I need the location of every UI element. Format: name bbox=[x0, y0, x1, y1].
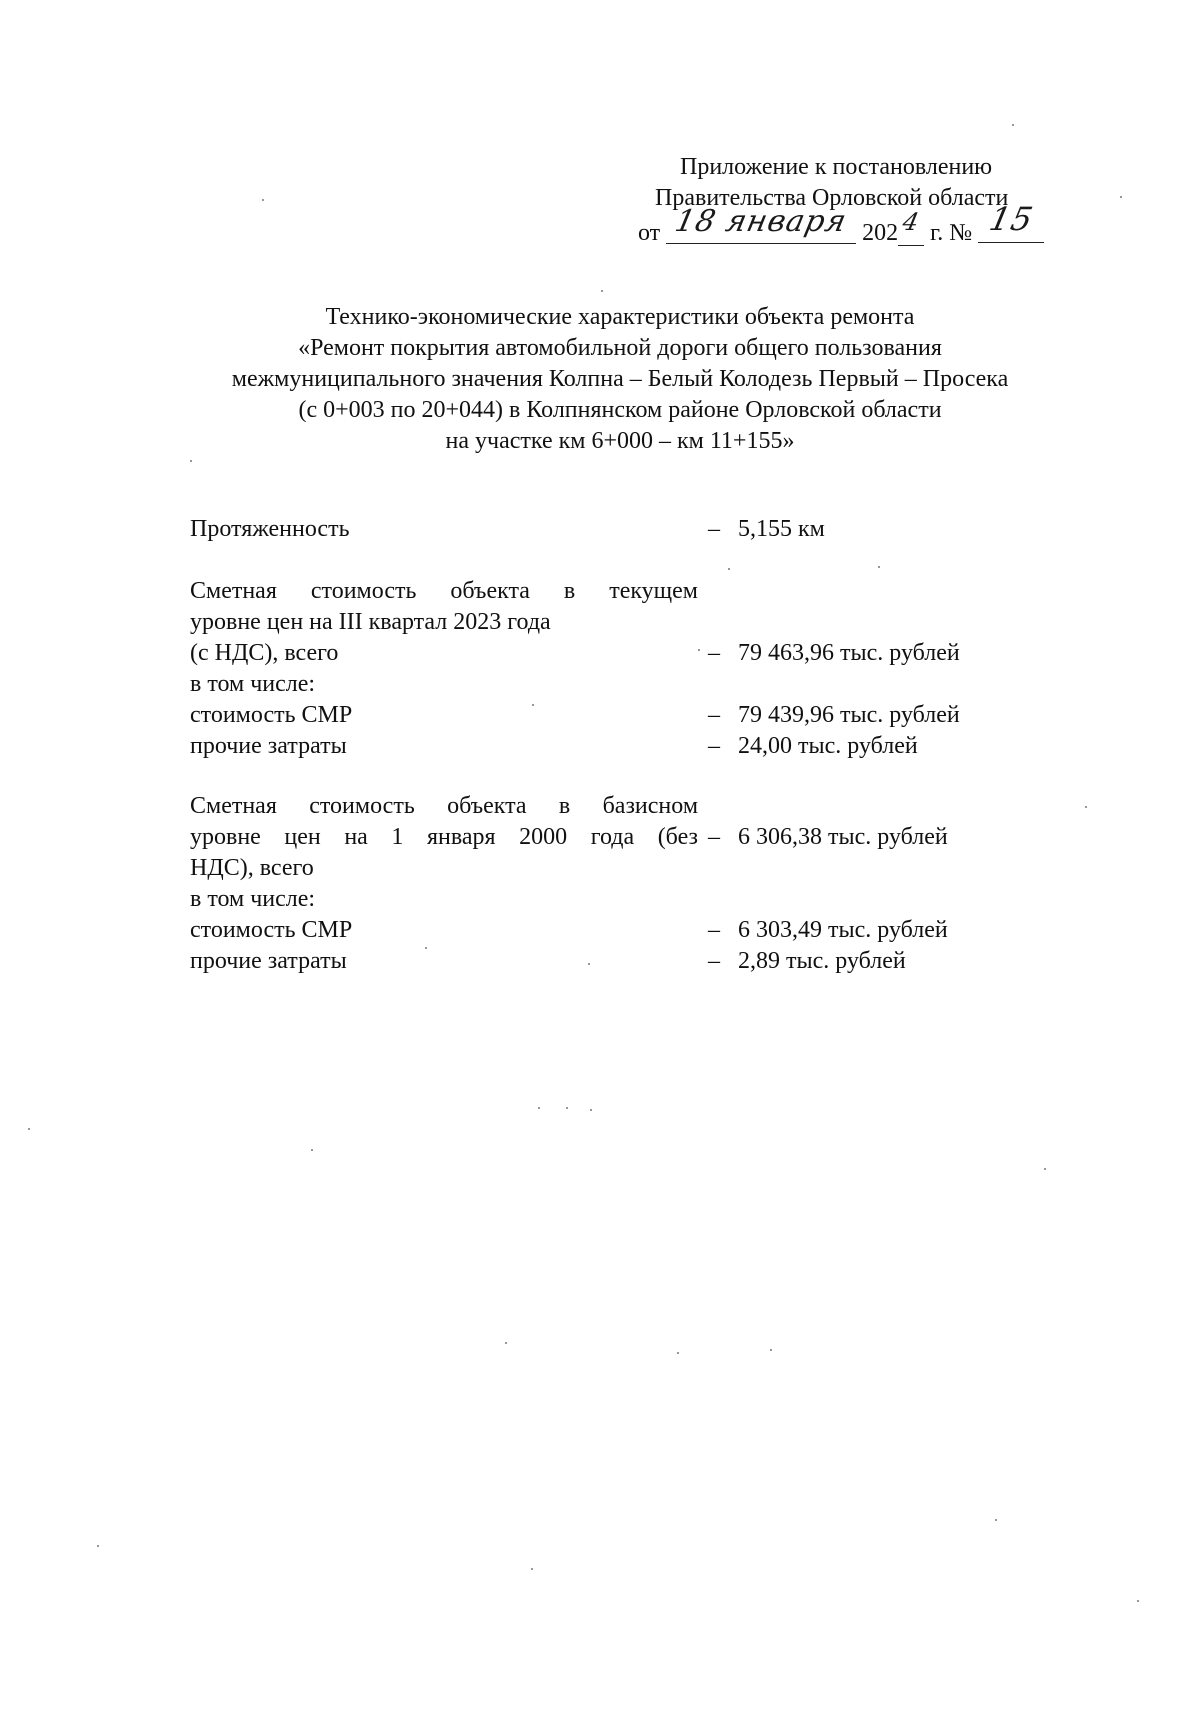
base-cost-label-2: уровне цен на 1 января 2000 года (без bbox=[190, 824, 698, 850]
scan-speck bbox=[1012, 124, 1014, 126]
appendix-header bbox=[630, 152, 1070, 249]
scan-speck bbox=[995, 1519, 997, 1521]
title-line: Технико-экономические характеристики объекта ремонта bbox=[325, 304, 915, 330]
handwritten-date: 18 января bbox=[672, 204, 851, 239]
title-line: на участке км 6+000 – км 11+155» bbox=[445, 428, 795, 454]
appendix-line-1: Приложение к постановлению bbox=[680, 154, 993, 180]
base-cost-total: 6 306,38 тыс. рублей bbox=[738, 824, 948, 850]
dash: – bbox=[708, 824, 720, 850]
current-smr-value: 79 439,96 тыс. рублей bbox=[738, 702, 960, 728]
length-row bbox=[190, 514, 1050, 545]
scan-speck bbox=[1085, 806, 1087, 808]
current-cost-label-1: Сметная стоимость объекта в текущем bbox=[190, 578, 698, 604]
length-label: Протяженность bbox=[190, 516, 350, 542]
dash: – bbox=[708, 516, 720, 542]
dash: – bbox=[708, 640, 720, 666]
dash: – bbox=[708, 917, 720, 943]
base-including-label: в том числе: bbox=[190, 886, 316, 912]
date-prefix: от bbox=[638, 220, 661, 246]
date-field bbox=[666, 204, 856, 244]
base-cost-label-1: Сметная стоимость объекта в базисном bbox=[190, 793, 698, 819]
scan-speck bbox=[590, 1109, 592, 1111]
base-smr-value: 6 303,49 тыс. рублей bbox=[738, 917, 948, 943]
current-cost-label-row-1 bbox=[190, 576, 1050, 607]
scan-speck bbox=[505, 1342, 507, 1344]
scan-speck bbox=[601, 290, 603, 292]
base-including-row bbox=[190, 884, 1050, 915]
current-smr-label: стоимость СМР bbox=[190, 702, 353, 728]
scan-speck bbox=[677, 1352, 679, 1354]
scan-speck bbox=[1044, 1168, 1046, 1170]
base-smr-row bbox=[190, 915, 1050, 946]
characteristics-list bbox=[190, 514, 1050, 977]
scan-speck bbox=[311, 1149, 313, 1151]
base-other-label: прочие затраты bbox=[190, 948, 347, 974]
current-including-label: в том числе: bbox=[190, 671, 316, 697]
scan-speck bbox=[878, 566, 880, 568]
scan-speck bbox=[531, 1568, 533, 1570]
scan-speck bbox=[532, 704, 534, 706]
number-label: г. № bbox=[930, 220, 973, 246]
handwritten-year: 4 bbox=[900, 208, 923, 236]
scan-speck bbox=[28, 1128, 30, 1130]
base-cost-label-row-1 bbox=[190, 791, 1050, 822]
base-cost-total-row bbox=[190, 822, 1050, 853]
scan-speck bbox=[538, 1107, 540, 1109]
scan-speck bbox=[97, 1545, 99, 1547]
scan-speck bbox=[698, 649, 700, 651]
title-line: (с 0+003 по 20+044) в Колпнянском районе Орловской области bbox=[298, 397, 942, 423]
scan-speck bbox=[425, 947, 427, 949]
current-cost-total: 79 463,96 тыс. рублей bbox=[738, 640, 960, 666]
number-field bbox=[978, 200, 1044, 243]
length-value: 5,155 км bbox=[738, 516, 825, 542]
document-title bbox=[160, 302, 1080, 457]
scan-speck bbox=[566, 1107, 568, 1109]
scan-speck bbox=[1137, 1600, 1139, 1602]
base-smr-label: стоимость СМР bbox=[190, 917, 353, 943]
current-cost-label-2: уровне цен на III квартал 2023 года bbox=[190, 609, 551, 635]
scan-speck bbox=[588, 963, 590, 965]
scan-speck bbox=[770, 1349, 772, 1351]
appendix-date-line bbox=[630, 200, 1070, 249]
base-cost-label-3: НДС), всего bbox=[190, 855, 314, 881]
year-prefix: 202 bbox=[862, 220, 899, 246]
scan-speck bbox=[1120, 196, 1122, 198]
dash: – bbox=[708, 702, 720, 728]
appendix-line-2: Правительства Орловской области bbox=[655, 185, 1009, 211]
base-other-row bbox=[190, 946, 1050, 977]
handwritten-number: 15 bbox=[985, 200, 1037, 238]
current-smr-row bbox=[190, 700, 1050, 731]
scan-speck bbox=[728, 568, 730, 570]
current-including-row bbox=[190, 669, 1050, 700]
dash: – bbox=[708, 733, 720, 759]
current-other-value: 24,00 тыс. рублей bbox=[738, 733, 918, 759]
dash: – bbox=[708, 948, 720, 974]
current-cost-label-row-2 bbox=[190, 607, 1050, 638]
title-line: межмуниципального значения Колпна – Белый Колодезь Первый – Просека bbox=[231, 366, 1009, 392]
current-cost-label-3: (с НДС), всего bbox=[190, 640, 339, 666]
scan-speck bbox=[190, 460, 192, 462]
scan-speck bbox=[262, 199, 264, 201]
current-other-row bbox=[190, 731, 1050, 762]
base-cost-label-row-3 bbox=[190, 853, 1050, 884]
title-line: «Ремонт покрытия автомобильной дороги общего пользования bbox=[298, 335, 942, 361]
current-other-label: прочие затраты bbox=[190, 733, 347, 759]
current-cost-total-row bbox=[190, 638, 1050, 669]
year-field bbox=[898, 208, 924, 246]
base-other-value: 2,89 тыс. рублей bbox=[738, 948, 906, 974]
